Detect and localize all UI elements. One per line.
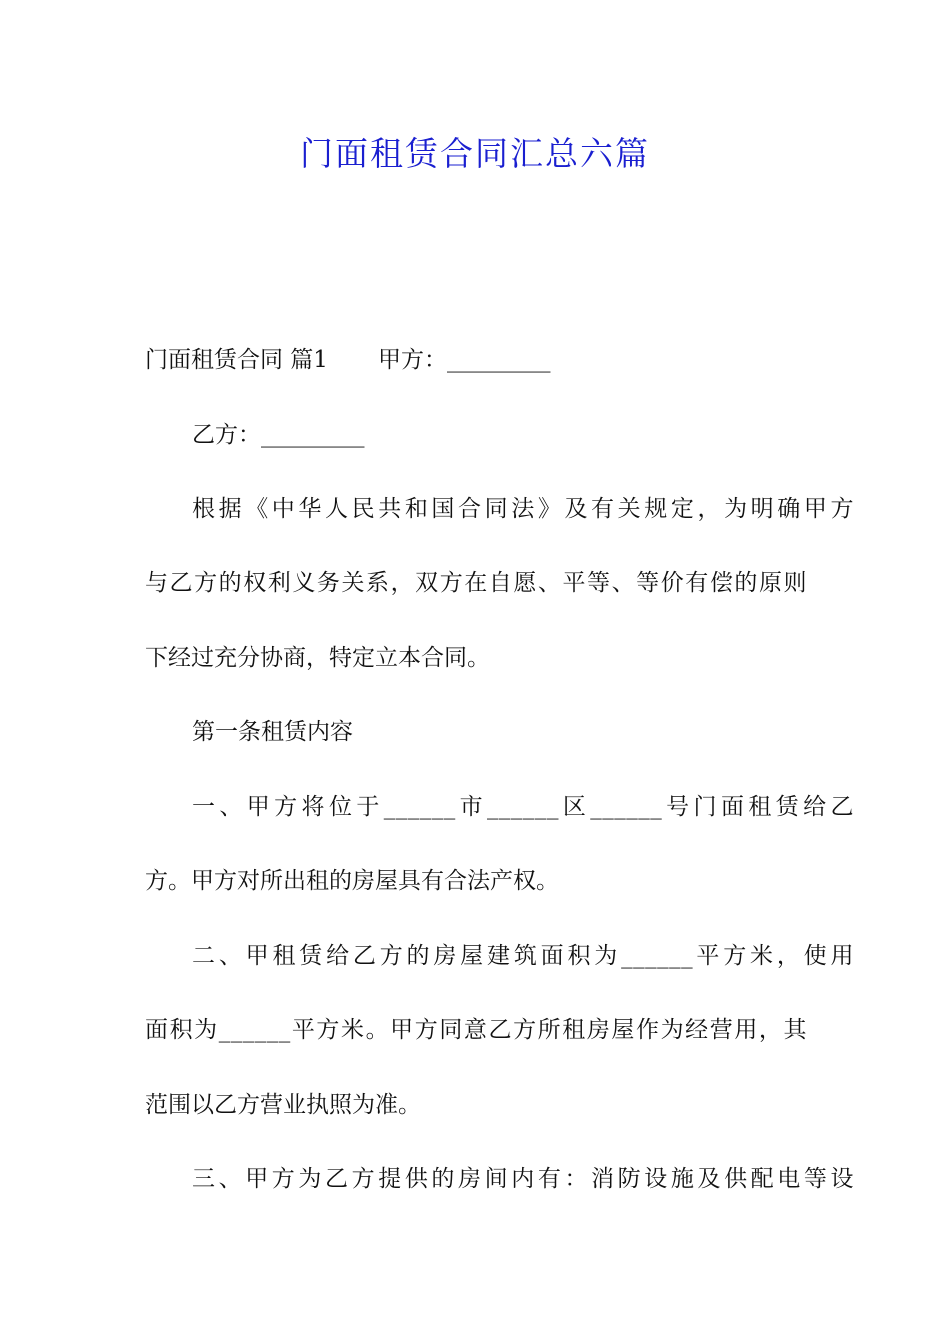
- paragraph-line: 三、甲方为乙方提供的房间内有：消防设施及供配电等设: [192, 1166, 854, 1192]
- paragraph-line: 面积为______平方米。甲方同意乙方所租房屋作为经营用，其: [145, 1017, 807, 1043]
- paragraph-line: 根据《中华人民共和国合同法》及有关规定，为明确甲方: [192, 496, 854, 522]
- paragraph-line: 范围以乙方营业执照为准。: [145, 1092, 421, 1118]
- paragraph-line: 一、甲方将位于______市______区______号门面租赁给乙: [192, 794, 854, 820]
- document-title: 门面租赁合同汇总六篇: [300, 134, 650, 173]
- party-b-field: 乙方：_________: [192, 422, 365, 448]
- contract-heading-line: [145, 348, 807, 373]
- paragraph-line: 方。甲方对所出租的房屋具有合法产权。: [145, 868, 559, 894]
- party-a-field: 甲方：_________: [377, 347, 551, 373]
- paragraph-line: 二、甲租赁给乙方的房屋建筑面积为______平方米，使用: [192, 943, 854, 969]
- paragraph-line: 与乙方的权利义务关系，双方在自愿、平等、等价有偿的原则: [145, 570, 807, 596]
- article-heading: 第一条租赁内容: [192, 719, 353, 745]
- contract-heading-label: 门面租赁合同 篇1: [145, 347, 328, 373]
- paragraph-line: 下经过充分协商，特定立本合同。: [145, 645, 490, 671]
